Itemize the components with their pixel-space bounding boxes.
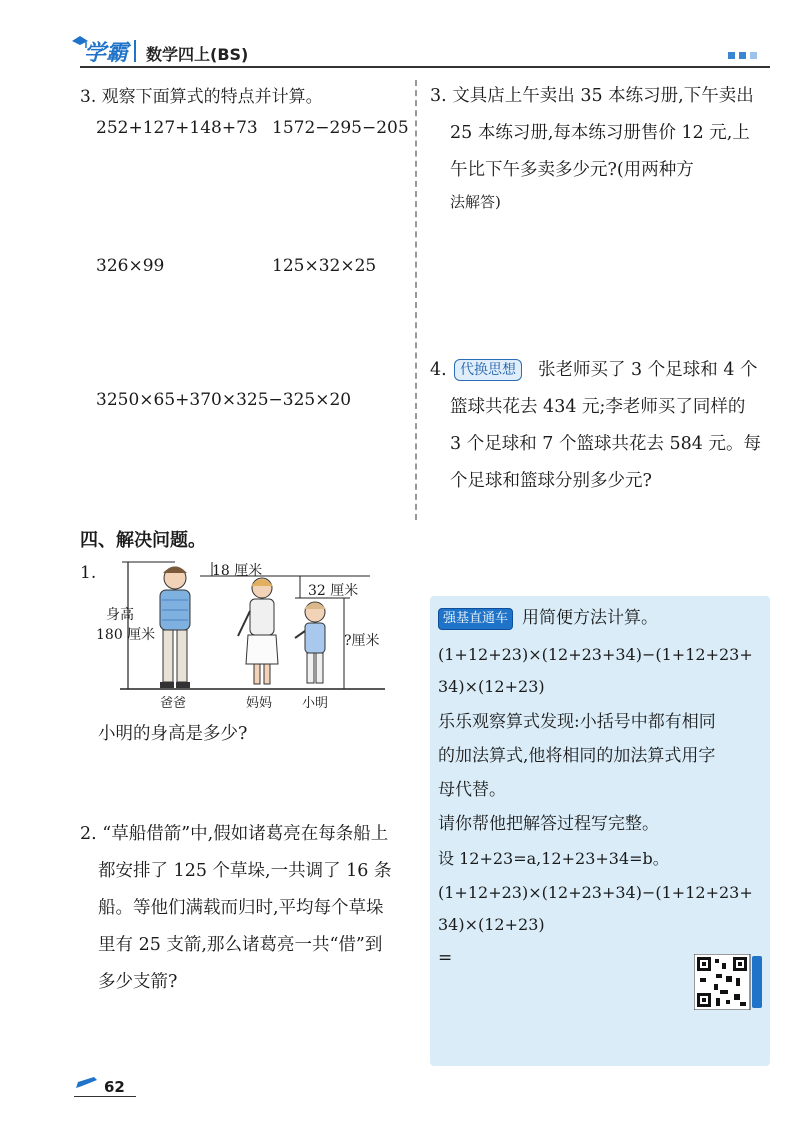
problem-3-line: 午比下午多卖多少元?(用两种方	[450, 160, 694, 180]
question-3-title: 3. 观察下面算式的特点并计算。	[80, 87, 323, 107]
label-180cm: 180 厘米	[96, 627, 156, 643]
section-heading: 四、解决问题。	[80, 530, 206, 551]
column-divider	[415, 80, 417, 520]
challenge-tag-label: 强基直通车	[438, 608, 513, 630]
label-mom: 妈妈	[246, 696, 273, 711]
label-32cm: 32 厘米	[308, 583, 359, 599]
label-xiaoming: 小明	[302, 696, 329, 711]
method-tag-label: 代换思想	[454, 359, 522, 381]
expression: 3250×65+370×325−325×20	[96, 390, 352, 410]
problem-4-number: 4.	[430, 360, 447, 380]
problem-2-line: 船。等他们满载而归时,平均每个草垛	[98, 898, 384, 918]
expression: 326×99	[96, 256, 165, 276]
challenge-tag	[438, 607, 513, 630]
challenge-line: 母代替。	[438, 780, 506, 800]
challenge-answer-start: =	[438, 948, 453, 968]
label-unknown-cm: ?厘米	[344, 633, 380, 649]
problem-1-question: 小明的身高是多少?	[98, 724, 248, 744]
footer-rule	[74, 1096, 136, 1097]
challenge-line: 的加法算式,他将相同的加法算式用字	[438, 746, 716, 766]
header-rule	[80, 66, 770, 68]
problem-3-line: 3. 文具店上午卖出 35 本练习册,下午卖出	[430, 86, 754, 106]
problem-2-line: 2. “草船借箭”中,假如诸葛亮在每条船上	[80, 824, 389, 844]
challenge-line: 请你帮他把解答过程写完整。	[438, 814, 659, 834]
page-number: 62	[104, 1078, 125, 1096]
problem-4-line: 3 个足球和 7 个篮球共花去 584 元。每	[450, 434, 761, 454]
problem-3-line: 法解答)	[450, 193, 501, 211]
book-title: 数学四上(BS)	[146, 45, 249, 64]
header-square	[739, 52, 746, 59]
challenge-line: 用简便方法计算。	[522, 608, 658, 628]
mom-figure	[238, 578, 278, 684]
problem-2-line: 多少支箭?	[98, 972, 178, 992]
pencil-icon	[74, 1076, 100, 1090]
expression: 1572−295−205	[272, 118, 409, 138]
header-square	[728, 52, 735, 59]
label-dad: 爸爸	[160, 696, 187, 711]
label-height: 身高	[106, 607, 134, 623]
challenge-line: 设 12+23=a,12+23+34=b。	[438, 849, 669, 868]
xiaoming-figure	[295, 602, 326, 683]
qr-code-icon[interactable]	[694, 954, 764, 1010]
challenge-line: 34)×(12+23)	[438, 677, 545, 696]
brand-name: 学霸	[84, 41, 129, 66]
problem-4-line: 张老师买了 3 个足球和 4 个	[538, 360, 758, 380]
expression: 252+127+148+73	[96, 118, 258, 138]
problem-3-line: 25 本练习册,每本练习册售价 12 元,上	[450, 123, 750, 143]
problem-1-number: 1.	[80, 563, 97, 583]
challenge-line: (1+12+23)×(12+23+34)−(1+12+23+	[438, 883, 753, 902]
challenge-line: (1+12+23)×(12+23+34)−(1+12+23+	[438, 645, 753, 664]
header-square	[750, 52, 757, 59]
problem-2-line: 都安排了 125 个草垛,一共调了 16 条	[98, 861, 392, 881]
label-18cm: 18 厘米	[212, 563, 263, 579]
problem-2-line: 里有 25 支箭,那么诸葛亮一共“借”到	[98, 935, 383, 955]
header-separator	[134, 40, 136, 62]
challenge-line: 34)×(12+23)	[438, 915, 545, 934]
dad-figure	[160, 567, 190, 689]
problem-4-line: 个足球和篮球分别多少元?	[450, 471, 652, 491]
problem-4-line: 篮球共花去 434 元;李老师买了同样的	[450, 397, 746, 417]
expression: 125×32×25	[272, 256, 377, 276]
challenge-line: 乐乐观察算式发现:小括号中都有相同	[438, 712, 716, 732]
method-tag	[454, 359, 522, 381]
brand-logo	[72, 34, 132, 66]
